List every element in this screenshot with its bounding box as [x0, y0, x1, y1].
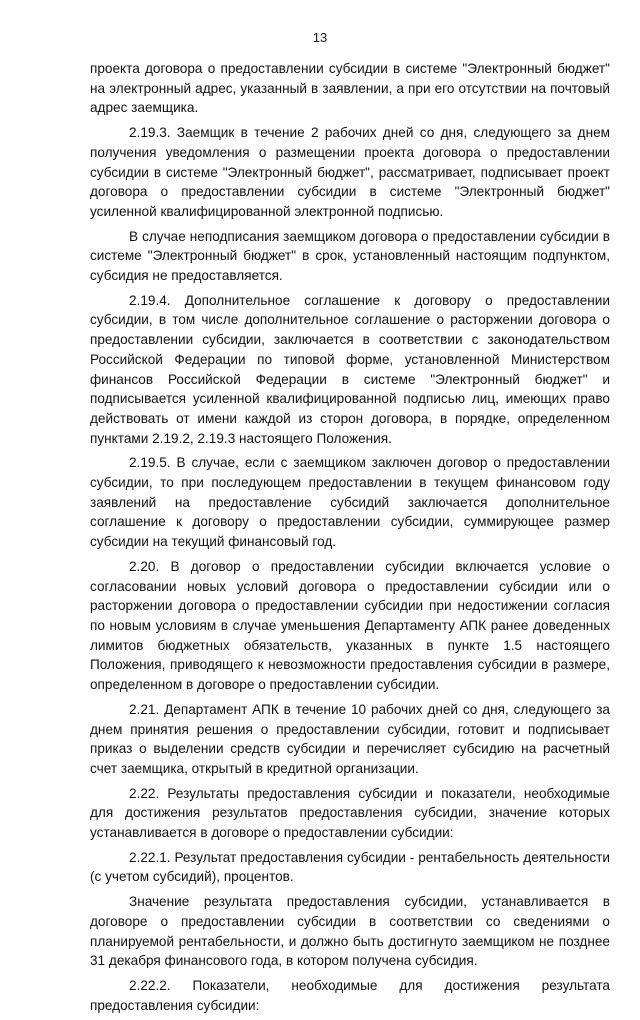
paragraph-2-21: 2.21. Департамент АПК в течение 10 рабочих дней со дня, следующего за днем принятия решения о предоставлении субсидии, готовит и подписывает приказ о выделении средств субсидии и перечисляет субсидию на расчетный счет заемщика, открытый в кредитной организации. — [90, 701, 610, 776]
paragraph-2-20: 2.20. В договор о предоставлении субсидии включается условие о согласовании новых условий договора о предоставлении субсидии или о расторжении договора о предоставлении субсидии при недостижении согласия по новым условиям в случае уменьшения Департаменту АПК ранее доведенных лимитов бюджетных обязательств, указанных в пункте 1.5 настоящего Положения, приводящего к невозможности предоставления субсидии в размере, определенном в договоре о предоставлении субсидии. — [90, 558, 610, 693]
paragraph-unsigned-contract: В случае неподписания заемщиком договора о предоставлении субсидии в системе "Электронный бюджет" в срок, установленный настоящим подпунктом, субсидия не предоставляется. — [90, 228, 610, 284]
paragraph-2-19-3: 2.19.3. Заемщик в течение 2 рабочих дней со дня, следующего за днем получения уведомления о размещении проекта договора о предоставлении субсидии в системе "Электронный бюджет", рассматривает, подписывает проект договора о предоставлении субсидии в системе "Электронный бюджет" усиленной квалифицированной электронной подписью. — [90, 125, 610, 219]
document-body — [90, 59, 610, 1020]
paragraph-result-value: Значение результата предоставления субсидии, устанавливается в договоре о предоставлении субсидии в соответствии со сведениями о планируемой рентабельности, и должно быть достигнуто заемщиком не позднее 31 декабря финансового года, в котором получена субсидия. — [90, 894, 610, 969]
paragraph-2-22-2: 2.22.2. Показатели, необходимые для достижения результата предоставления субсидии: — [90, 977, 610, 1013]
paragraph-2-19-5: 2.19.5. В случае, если с заемщиком заключен договор о предоставлении субсидии, то при последующем предоставлении в текущем финансовом году заявлений на предоставление субсидий заключается дополнительное соглашение к договору о предоставлении субсидии, суммирующее размер субсидии на текущий финансовый год. — [90, 455, 610, 550]
page-number: 13 — [312, 30, 328, 45]
paragraph-continuation: проекта договора о предоставлении субсидии в системе "Электронный бюджет" на электронный адрес, указанный в заявлении, а при его отсутствии на почтовый адрес заемщика. — [90, 61, 610, 116]
paragraph-2-22-1: 2.22.1. Результат предоставления субсидии - рентабельность деятельности (с учетом субсидий), процентов. — [90, 849, 610, 885]
paragraph-2-22: 2.22. Результаты предоставления субсидии и показатели, необходимые для достижения результатов предоставления субсидии, значение которых устанавливается в договоре о предоставлении субсидии: — [90, 785, 610, 841]
paragraph-2-19-4: 2.19.4. Дополнительное соглашение к договору о предоставлении субсидии, в том числе дополнительное соглашение о расторжении договора о предоставлении субсидии, заключается в соответствии с законодательством Российской Федерации по типовой форме, установленной Министерством финансов Российской Федерации в системе "Электронный бюджет" и подписывается усиленной квалифицированной подписью лиц, имеющих право действовать от имени каждой из сторон договора, в порядке, определенном пунктами 2.19.2, 2.19.3 настоящего Положения. — [90, 292, 610, 446]
